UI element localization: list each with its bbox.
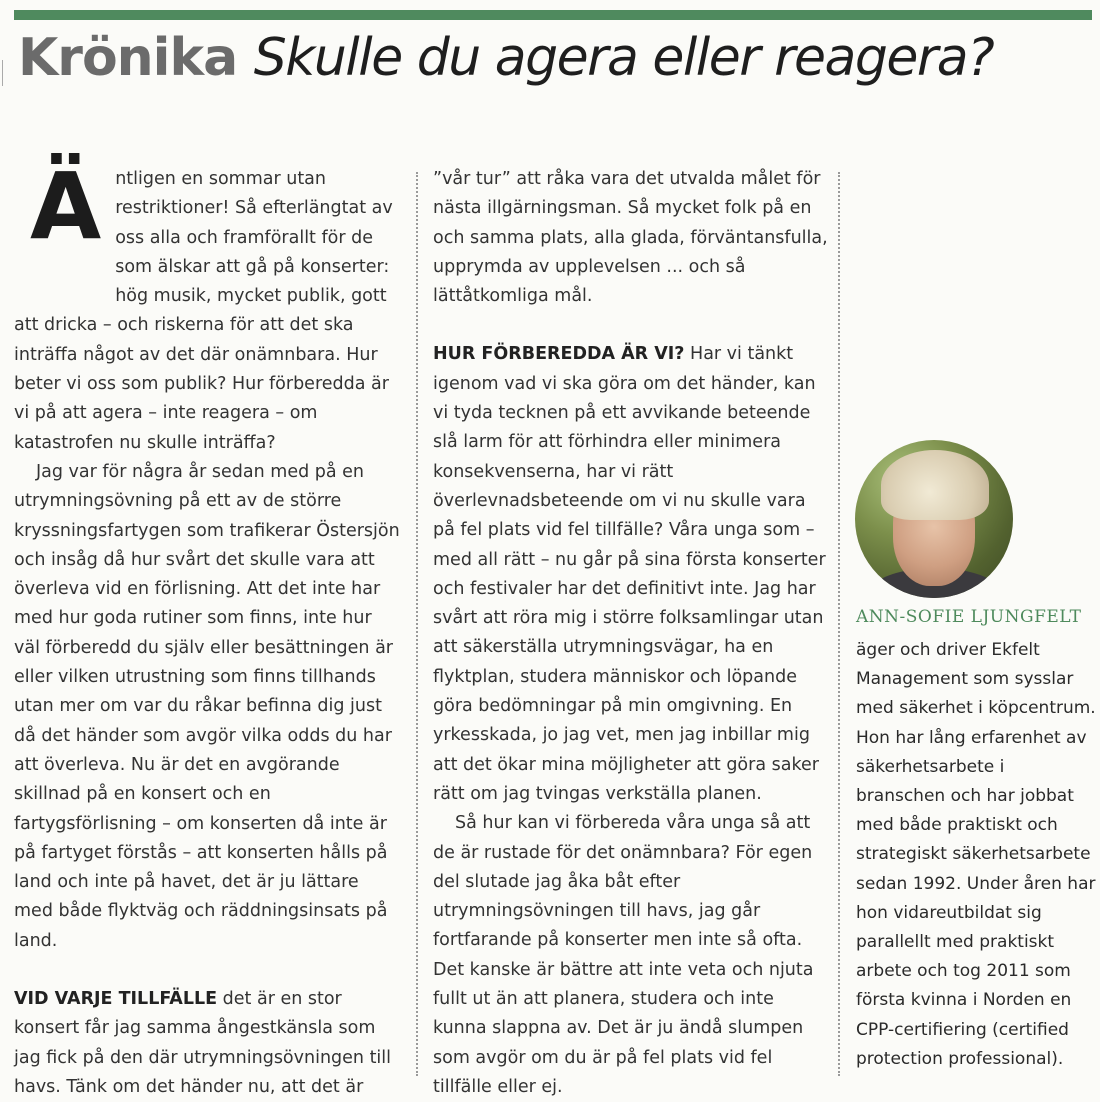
column-divider [416,172,418,1076]
body-paragraph: Jag var för några år sedan med på en utrymningsövning på ett av de större kryssningsfartygen som trafikerar Östersjön och insåg då hur svårt det skulle vara att överleva vid en förlisning. Att det inte har med hur goda rutiner som finns, inte hur väl förberedd du själv eller besättningen är eller vilken utrustning som finns tillhands utan mer om var du råkar befinna dig just då det händer som avgör vilka odds du har att överleva. Nu är det en avgörande skillnad på en konsert och en fartygsförlisning – om konserten då inte är på fartyget förstås – att konserten hålls på land och inte på havet, det är ju lättare med både flyktväg och räddningsinsats på land. [14,461,400,951]
article-title: Skulle du agera eller reagera? [253,28,994,88]
section-paragraph [433,340,828,809]
section-text: Har vi tänkt igenom vad vi ska göra om det händer, kan vi tyda tecknen på ett avvikande beteende slå larm för att förhindra eller minimera konsekvenserna, har vi rätt överlevnadsbeteende om vi nu skulle vara på fel plats vid fel tillfälle? Våra unga som – med all rätt – nu går på sina första konserter och festivaler har det definitivt inte. Jag har svårt att röra mig i större folksamlingar utan att säkerställa utrymningsvägar, ha en flyktplan, studera människor och löpande göra bedömningar på min omgivning. En yrkesskada, jo jag vet, men jag inbillar mig att det ökar mina möjligheter att göra saker rätt om jag tvingas verkställa planen. [433,344,826,804]
article-column-1 [14,153,402,1102]
article-column-2 [433,165,828,1102]
section-text: det är en stor konsert får jag samma ångestkänsla som jag fick på den där utrymningsövningen till havs. Tänk om det händer nu, att det är [14,989,392,1097]
intro-paragraph [14,153,402,458]
section-heading: VID VARJE TILLFÄLLE [14,989,218,1010]
author-portrait [855,440,1013,598]
section-paragraph [14,985,402,1102]
headline [18,26,993,90]
intro-text: ntligen en sommar utan restriktioner! Så efterlängtat av oss alla och framförallt för de som älskar att gå på konserter: hög musik, mycket publik, gott att dricka – och riskerna för att det ska inträffa något av det där onämnbara. Hur beter vi oss som publik? Hur förberedda är vi på att agera – inte reagera – om katastrofen nu skulle inträffa? [14,169,393,453]
author-name: ANN-SOFIE LJUNGFELT [856,607,1082,627]
column-kicker: Krönika [18,28,238,88]
body-paragraph: Så hur kan vi förbereda våra unga så att de är rustade för det onämnbara? För egen del slutade jag åka båt efter utrymningsövningen till havs, jag går fortfarande på konserter men inte så ofta. Det kanske är bättre att inte veta och njuta fullt ut än att planera, studera och inte kunna slappna av. Det är ju ändå slumpen som avgör om du är på fel plats vid fel tillfälle eller ej. [433,813,814,1097]
body-paragraph: ”vår tur” att råka vara det utvalda målet för nästa illgärningsman. Så mycket folk på en och samma plats, alla glada, förväntansfulla, upprymda av upplevelsen ... och så lättåtkomliga mål. [433,169,828,307]
portrait-hair [881,450,989,520]
top-accent-rule [14,10,1092,20]
section-heading: HUR FÖRBEREDDA ÄR VI? [433,344,685,365]
margin-mark [2,60,9,86]
column-divider [838,172,840,1076]
dropcap: Ä [30,153,102,260]
author-bio: äger och driver Ekfelt Management som sysslar med säkerhet i köpcentrum. Hon har lång erfarenhet av säkerhetsarbete i branschen och har jobbat med både praktiskt och strategiskt säkerhetsarbete sedan 1992. Under åren har hon vidareutbildat sig parallellt med praktiskt arbete och tog 2011 som första kvinna i Norden en CPP-certifiering (certified protection professional). [856,640,1096,1069]
